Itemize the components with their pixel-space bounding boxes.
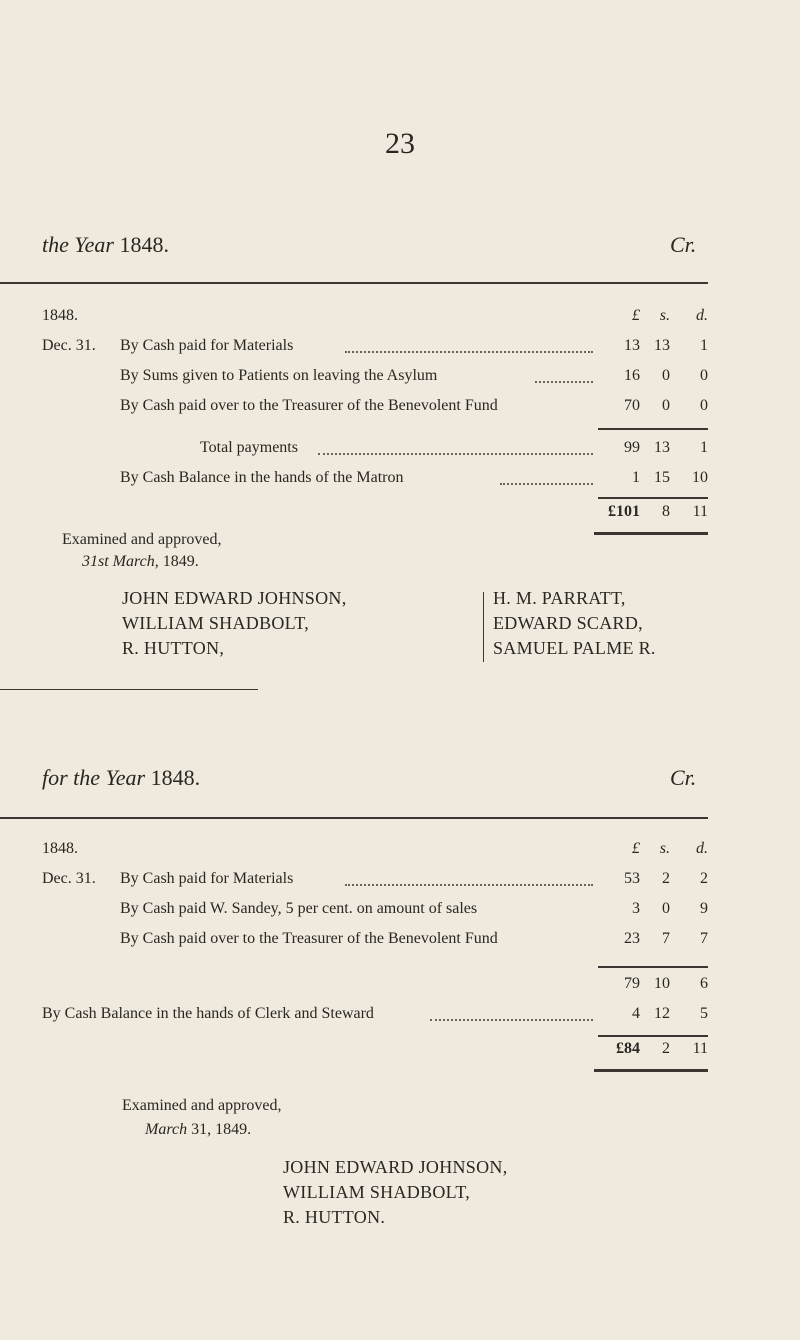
signature-name: WILLIAM SHADBOLT,: [283, 1182, 471, 1202]
signature-name: R. HUTTON.: [283, 1207, 386, 1227]
amount-shillings: 2: [662, 870, 670, 887]
balance-pounds: 1: [632, 469, 640, 486]
section-header-credit: Cr.: [670, 765, 697, 790]
ledger-year: 1848.: [42, 840, 78, 857]
col-shillings-header: s.: [659, 307, 670, 324]
total-label: Total payments: [200, 439, 298, 456]
dot-leader: [345, 351, 593, 353]
section-end-rule: [0, 689, 258, 690]
ledger-row-label: By Sums given to Patients on leaving the Asylum: [120, 367, 438, 384]
amount-pounds: 3: [632, 900, 640, 917]
grand-total-pence: 11: [692, 503, 708, 520]
ledger-year: 1848.: [42, 307, 78, 324]
col-pence-header: d.: [696, 840, 708, 857]
section-header-title: [42, 232, 169, 258]
amount-pence: 0: [700, 397, 708, 414]
section-header-title: [42, 765, 200, 791]
approval-date-prefix: 31st March,: [82, 553, 159, 570]
dot-leader: [345, 884, 593, 886]
approval-date-rest: 31, 1849.: [191, 1121, 252, 1138]
approval-date: [145, 1121, 251, 1139]
amount-pounds: 23: [624, 930, 640, 947]
balance-pence: 5: [700, 1005, 708, 1022]
grand-total-pounds: £101: [608, 503, 640, 520]
grand-total-shillings: 2: [662, 1040, 670, 1057]
col-pound-header: £: [632, 307, 640, 324]
dot-leader: [535, 381, 593, 383]
amount-pence: 9: [700, 900, 708, 917]
header-prefix: the: [42, 232, 69, 257]
sum-rule: [598, 1035, 708, 1037]
total-pounds: 99: [624, 439, 640, 456]
signature-name: H. M. PARRATT,: [493, 588, 626, 608]
col-shillings-header: s.: [659, 840, 670, 857]
header-prefix: for the: [42, 765, 101, 790]
col-pound-header: £: [632, 840, 640, 857]
signature-divider: [483, 592, 484, 662]
amount-pence: 2: [700, 870, 708, 887]
sum-rule: [598, 497, 708, 499]
amount-shillings: 0: [662, 397, 670, 414]
signature-name: EDWARD SCARD,: [493, 613, 643, 633]
grand-total-pence: 11: [692, 1040, 708, 1057]
ledger-row-label: By Cash paid over to the Treasurer of the Benevolent Fund: [120, 397, 498, 414]
signature-name: JOHN EDWARD JOHNSON,: [122, 588, 347, 608]
ledger-date: Dec. 31.: [42, 337, 96, 354]
subtotal-pence: 6: [700, 975, 708, 992]
amount-shillings: 0: [662, 900, 670, 917]
amount-pence: 0: [700, 367, 708, 384]
balance-shillings: 15: [654, 469, 670, 486]
grand-total-shillings: 8: [662, 503, 670, 520]
signature-name: SAMUEL PALME R.: [493, 638, 656, 658]
total-pence: 1: [700, 439, 708, 456]
sum-rule: [598, 966, 708, 968]
amount-pence: 7: [700, 930, 708, 947]
amount-shillings: 13: [654, 337, 670, 354]
ledger-date: Dec. 31.: [42, 870, 96, 887]
balance-pence: 10: [692, 469, 708, 486]
grand-total-pounds: £84: [616, 1040, 640, 1057]
header-year-word: Year: [74, 232, 114, 257]
double-rule: [594, 1069, 708, 1072]
col-pence-header: d.: [696, 307, 708, 324]
balance-shillings: 12: [654, 1005, 670, 1022]
balance-label: By Cash Balance in the hands of the Matron: [120, 469, 404, 486]
dot-leader: [430, 1019, 593, 1021]
approval-text: Examined and approved,: [62, 531, 222, 548]
ledger-row-label: By Cash paid for Materials: [120, 870, 294, 887]
amount-pounds: 13: [624, 337, 640, 354]
ledger-row-label: By Cash paid W. Sandey, 5 per cent. on amount of sales: [120, 900, 478, 917]
header-rule: [0, 282, 708, 284]
total-shillings: 13: [654, 439, 670, 456]
header-year: 1848.: [150, 765, 201, 790]
ledger-row-label: By Cash paid for Materials: [120, 337, 294, 354]
header-rule: [0, 817, 708, 819]
amount-pounds: 53: [624, 870, 640, 887]
amount-pounds: 16: [624, 367, 640, 384]
signature-name: WILLIAM SHADBOLT,: [122, 613, 310, 633]
sum-rule: [598, 428, 708, 430]
dot-leader: [500, 483, 593, 485]
signature-name: R. HUTTON,: [122, 638, 225, 658]
amount-pence: 1: [700, 337, 708, 354]
balance-pounds: 4: [632, 1005, 640, 1022]
page-number: 23: [385, 127, 415, 160]
header-year-word: Year: [105, 765, 146, 790]
balance-label: By Cash Balance in the hands of Clerk and Steward: [42, 1005, 374, 1022]
section-header-credit: Cr.: [670, 232, 697, 257]
subtotal-shillings: 10: [654, 975, 670, 992]
approval-date: [82, 553, 199, 571]
amount-shillings: 7: [662, 930, 670, 947]
amount-shillings: 0: [662, 367, 670, 384]
dot-leader: [318, 453, 593, 455]
approval-text: Examined and approved,: [122, 1097, 282, 1114]
signature-name: JOHN EDWARD JOHNSON,: [283, 1157, 508, 1177]
ledger-row-label: By Cash paid over to the Treasurer of the Benevolent Fund: [120, 930, 498, 947]
approval-date-prefix: March: [145, 1121, 188, 1138]
amount-pounds: 70: [624, 397, 640, 414]
double-rule: [594, 532, 708, 535]
header-year: 1848.: [119, 232, 169, 257]
approval-date-year: 1849.: [162, 553, 199, 570]
subtotal-pounds: 79: [624, 975, 640, 992]
